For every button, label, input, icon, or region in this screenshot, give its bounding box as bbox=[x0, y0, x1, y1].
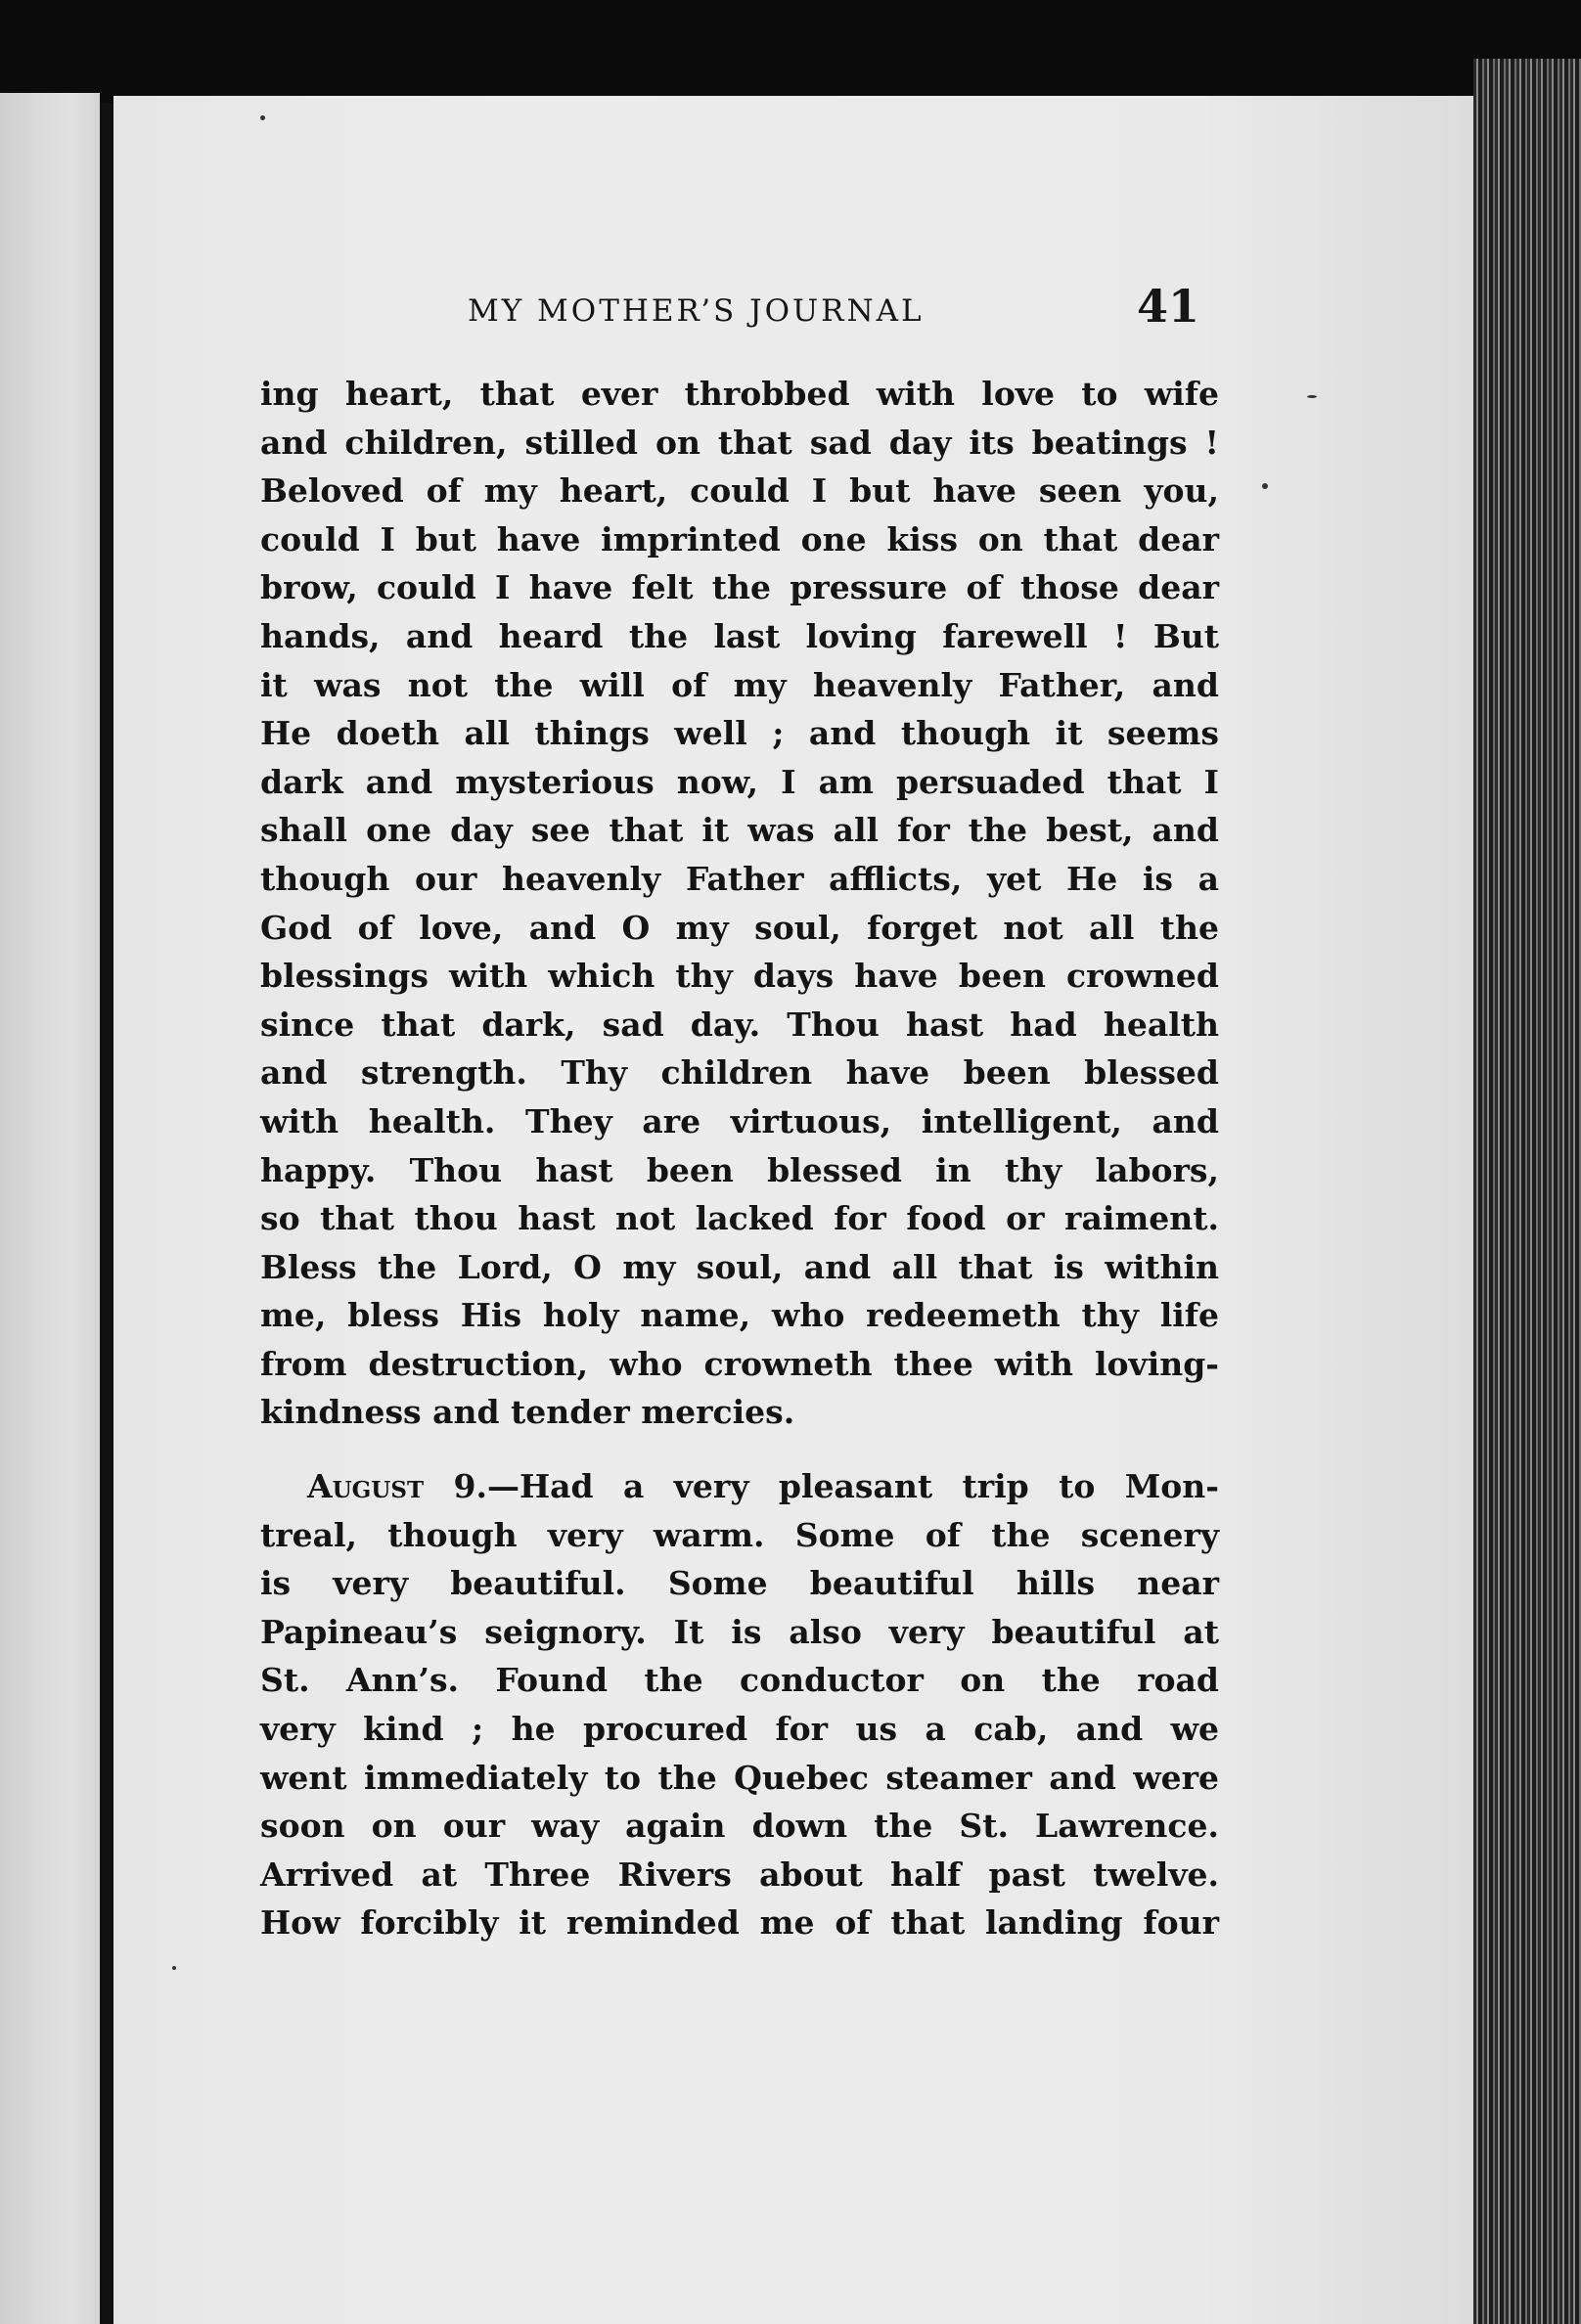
scan-speck bbox=[1262, 483, 1268, 489]
text-line: is very beautiful. Some beautiful hills near bbox=[260, 1564, 1219, 1603]
text-line: blessings with which thy days have been crowned bbox=[260, 957, 1219, 996]
page-stack-edges bbox=[1473, 59, 1581, 2324]
text-line: dark and mysterious now, I am persuaded that I bbox=[260, 762, 1219, 801]
previous-page-edge bbox=[0, 93, 100, 2324]
text-line: very kind ; he procured for us a cab, and we bbox=[260, 1710, 1219, 1749]
text-line: it was not the will of my heavenly Father, and bbox=[260, 665, 1219, 704]
text-line: me, bless His holy name, who redeemeth thy life bbox=[260, 1296, 1219, 1335]
running-head: MY MOTHER’S JOURNAL bbox=[468, 293, 925, 329]
text-line: shall one day see that it was all for the best, and bbox=[260, 811, 1219, 850]
text-line: Arrived at Three Rivers about half past twelve. bbox=[260, 1855, 1219, 1894]
text-line: hands, and heard the last loving farewell ! But bbox=[260, 616, 1219, 655]
text-line: ing heart, that ever throbbed with love to wife bbox=[260, 375, 1219, 413]
text-line: and children, stilled on that sad day its beatings ! bbox=[260, 423, 1219, 462]
text-line: and strength. Thy children have been blessed bbox=[260, 1053, 1219, 1093]
paragraph-2 bbox=[260, 1462, 1219, 1947]
text-line: God of love, and O my soul, forget not all the bbox=[260, 908, 1219, 947]
text-line: so that thou hast not lacked for food or raiment. bbox=[260, 1199, 1219, 1238]
text-line: soon on our way again down the St. Lawrence. bbox=[260, 1807, 1219, 1846]
text-line: with health. They are virtuous, intelligent, and bbox=[260, 1101, 1219, 1140]
text-line: How forcibly it reminded me of that landing four bbox=[260, 1903, 1219, 1943]
paragraph-1 bbox=[260, 370, 1219, 1437]
journal-date-label: August bbox=[307, 1467, 425, 1506]
scan-speck bbox=[260, 115, 265, 120]
text-line: since that dark, sad day. Thou hast had health bbox=[260, 1005, 1219, 1044]
text-line: St. Ann’s. Found the conductor on the road bbox=[260, 1661, 1219, 1700]
text-line: brow, could I have felt the pressure of those dear bbox=[260, 568, 1219, 607]
text-line-dated bbox=[260, 1462, 1219, 1511]
text-line: went immediately to the Quebec steamer and were bbox=[260, 1758, 1219, 1797]
text-line: could I but have imprinted one kiss on that dear bbox=[260, 519, 1219, 559]
text-line: Papineau’s seignory. It is also very beautiful at bbox=[260, 1612, 1219, 1651]
book-gutter bbox=[100, 103, 113, 2324]
page-body bbox=[260, 370, 1219, 1947]
text-line: kindness and tender mercies. bbox=[260, 1393, 795, 1432]
page-header bbox=[468, 280, 1211, 344]
text-line: He doeth all things well ; and though it seems bbox=[260, 714, 1219, 753]
text-line: though our heavenly Father afflicts, yet He is a bbox=[260, 859, 1219, 898]
text-line: from destruction, who crowneth thee with loving- bbox=[260, 1344, 1219, 1383]
text-line: happy. Thou hast been blessed in thy labors, bbox=[260, 1150, 1219, 1189]
text-line: Bless the Lord, O my soul, and all that is within bbox=[260, 1247, 1219, 1286]
text-line: treal, though very warm. Some of the scenery bbox=[260, 1515, 1219, 1554]
paragraph-spacing bbox=[260, 1437, 1219, 1462]
scan-speck bbox=[1307, 395, 1317, 398]
scan-speck bbox=[172, 1966, 176, 1970]
page-number: 41 bbox=[1136, 280, 1199, 333]
journal-entry-start: 9.—Had a very pleasant trip to Mon- bbox=[424, 1467, 1219, 1506]
text-line: Beloved of my heart, could I but have seen you, bbox=[260, 471, 1219, 511]
